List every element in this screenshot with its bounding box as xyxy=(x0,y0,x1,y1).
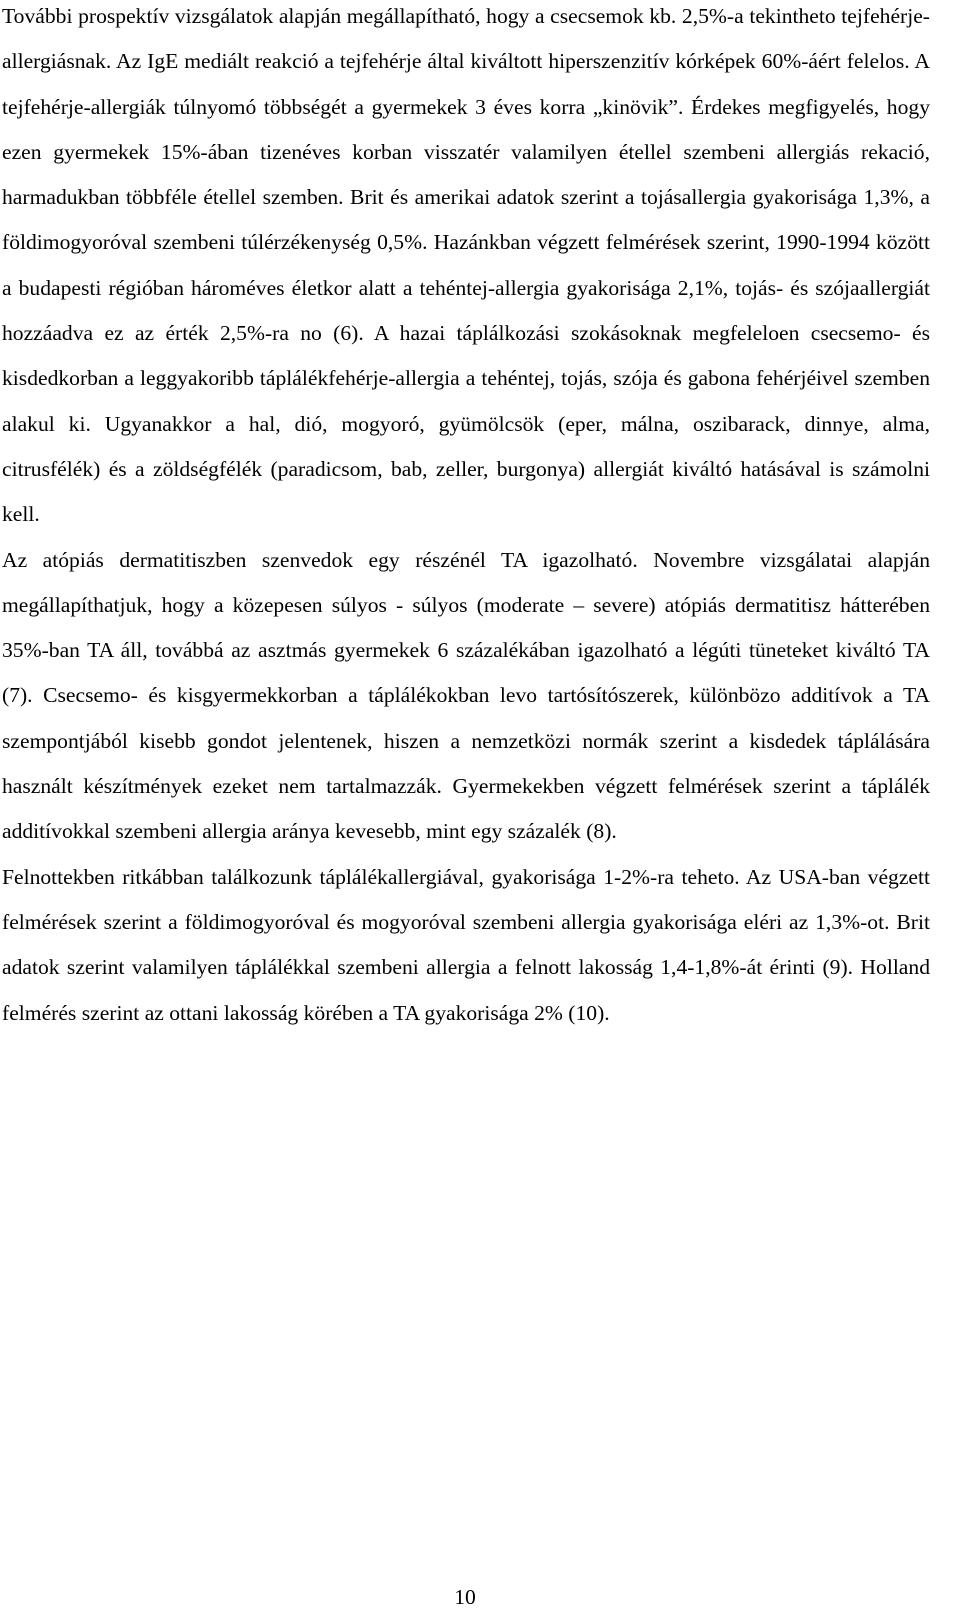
paragraph-adults: Felnottekben ritkábban találkozunk táplálékallergiával, gyakorisága 1-2%-ra teheto. Az USA-ban végzett felmérések szerint a földimogyoróval és mogyoróval szembeni allergia gyakorisága eléri az 1,3%-ot. Brit adatok szerint valamilyen táplálékkal szembeni allergia a felnott lakosság 1,4-1,8%-át érinti (9). Holland felmérés szerint az ottani lakosság körében a TA gyakorisága 2% (10). xyxy=(2,864,930,1025)
page-number: 10 xyxy=(454,1585,476,1609)
paragraph-atopic-dermatitis: Az atópiás dermatitiszben szenvedok egy részénél TA igazolható. Novembre vizsgálatai alapján megállapíthatjuk, hogy a közepesen súlyos - súlyos (moderate – severe) atópiás dermatitisz hátterében 35%-ban TA áll, továbbá az asztmás gyermekek 6 százalékában igazolható a légúti tüneteket kiváltó TA (7). Csecsemo- és kisgyermekkorban a táplálékokban levo tartósítószerek, különbözo additívok a TA szempontjából kisebb gondot jelentenek, hiszen a nemzetközi normák szerint a kisdedek táplálására használt készítmények ezeket nem tartalmazzák. Gyermekekben végzett felmérések szerint a táplálék additívokkal szembeni allergia aránya kevesebb, mint egy százalék (8). xyxy=(2,547,930,844)
paragraph-prevalence-children: További prospektív vizsgálatok alapján megállapítható, hogy a csecsemok kb. 2,5%-a tekintheto tejfehérje-allergiásnak. Az IgE mediált reakció a tejfehérje által kiváltott hiperszenzitív kórképek 60%-áért felelos. A tejfehérje-allergiák túlnyomó többségét a gyermekek 3 éves korra „kinövik”. Érdekes megfigyelés, hogy ezen gyermekek 15%-ában tizenéves korban visszatér valamilyen étellel szembeni allergiás rekació, harmadukban többféle étellel szemben. Brit és amerikai adatok szerint a tojásallergia gyakorisága 1,3%, a földimogyoróval szembeni túlérzékenység 0,5%. Hazánkban végzett felmérések szerint, 1990-1994 között a budapesti régióban hároméves életkor alatt a tehéntej-allergia gyakorisága 2,1%, tojás- és szójaallergiát hozzáadva ez az érték 2,5%-ra no (6). A hazai táplálkozási szokásoknak megfeleloen csecsemo- és kisdedkorban a leggyakoribb táplálékfehérje-allergia a tehéntej, tojás, szója és gabona fehérjéivel szemben alakul ki. Ugyanakkor a hal, dió, mogyoró, gyümölcsök (eper, málna, oszibarack, dinnye, alma, citrusfélék) és a zöldségfélék (paradicsom, bab, zeller, burgonya) allergiát kiváltó hatásával is számolni kell. xyxy=(2,4,930,527)
body-text xyxy=(2,0,930,1036)
